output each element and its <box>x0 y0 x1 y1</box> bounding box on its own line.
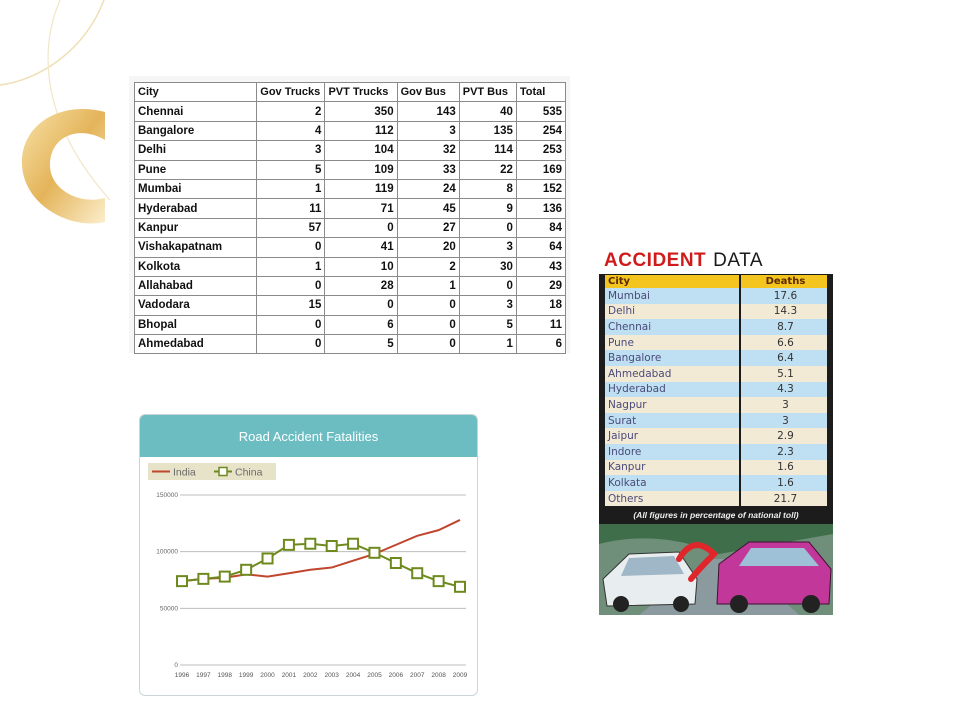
accident-deaths: 14.3 <box>741 304 827 320</box>
accident-row <box>605 428 827 444</box>
cell-gov-trucks: 57 <box>257 218 325 237</box>
y-tick-label: 150000 <box>156 492 178 499</box>
data-point-china <box>434 576 444 586</box>
data-point-china <box>391 558 401 568</box>
cell-gov-bus: 2 <box>397 257 459 276</box>
cell-gov-bus: 1 <box>397 276 459 295</box>
cell-pvt-bus: 135 <box>459 121 516 140</box>
accident-city: Indore <box>605 444 739 460</box>
cell-total: 152 <box>516 179 565 198</box>
cell-gov-bus: 0 <box>397 315 459 334</box>
table-header-row <box>135 83 566 102</box>
table-row <box>135 160 566 179</box>
cell-total: 64 <box>516 238 565 257</box>
cell-city: Pune <box>135 160 257 179</box>
accident-deaths: 4.3 <box>741 382 827 398</box>
accident-deaths: 21.7 <box>741 491 827 507</box>
y-tick-label: 100000 <box>156 548 178 556</box>
col-header-pvt-bus: PVT Bus <box>459 83 516 102</box>
cell-gov-trucks: 2 <box>257 102 325 121</box>
y-tick-label: 0 <box>174 662 178 669</box>
legend-marker <box>219 468 227 476</box>
table-row <box>135 296 566 315</box>
accident-header-row <box>605 275 827 288</box>
cell-total: 29 <box>516 276 565 295</box>
cell-pvt-trucks: 41 <box>325 238 397 257</box>
accident-city: Kanpur <box>605 460 739 476</box>
cell-pvt-bus: 30 <box>459 257 516 276</box>
table-row <box>135 257 566 276</box>
accident-deaths: 8.7 <box>741 319 827 335</box>
cell-pvt-bus: 3 <box>459 238 516 257</box>
x-tick-label: 2005 <box>367 672 382 679</box>
table-row <box>135 102 566 121</box>
cell-total: 6 <box>516 335 565 354</box>
accident-city: Nagpur <box>605 397 739 413</box>
accident-city: Hyderabad <box>605 382 739 398</box>
accident-deaths: 1.6 <box>741 475 827 491</box>
car-crash-illustration <box>599 524 833 615</box>
col-header-deaths: Deaths <box>741 275 827 288</box>
cell-pvt-bus: 0 <box>459 276 516 295</box>
accident-city: Kolkata <box>605 475 739 491</box>
cell-total: 254 <box>516 121 565 140</box>
data-point-china <box>220 572 230 582</box>
col-header-gov-bus: Gov Bus <box>397 83 459 102</box>
cell-city: Vadodara <box>135 296 257 315</box>
city-vehicle-table-panel <box>129 76 570 353</box>
accident-row <box>605 413 827 429</box>
cell-pvt-bus: 5 <box>459 315 516 334</box>
cell-total: 535 <box>516 102 565 121</box>
accident-title-bar <box>599 248 833 274</box>
accident-deaths: 6.4 <box>741 350 827 366</box>
cell-total: 18 <box>516 296 565 315</box>
accident-city: Pune <box>605 335 739 351</box>
accident-deaths-table <box>605 275 827 506</box>
cell-total: 11 <box>516 315 565 334</box>
accident-row <box>605 288 827 304</box>
accident-row <box>605 460 827 476</box>
table-row <box>135 218 566 237</box>
x-tick-label: 2004 <box>345 672 361 679</box>
accident-deaths: 17.6 <box>741 288 827 304</box>
accident-row <box>605 475 827 491</box>
cell-gov-bus: 32 <box>397 141 459 160</box>
cell-pvt-trucks: 0 <box>325 296 397 315</box>
col-header-gov-trucks: Gov Trucks <box>257 83 325 102</box>
cell-gov-bus: 24 <box>397 179 459 198</box>
cell-pvt-trucks: 104 <box>325 141 397 160</box>
cell-gov-bus: 3 <box>397 121 459 140</box>
accident-row <box>605 397 827 413</box>
x-tick-label: 2002 <box>303 672 318 679</box>
cell-gov-trucks: 0 <box>257 315 325 334</box>
accident-city: Jaipur <box>605 428 739 444</box>
cell-pvt-trucks: 350 <box>325 102 397 121</box>
accident-city: Others <box>605 491 739 507</box>
table-row <box>135 121 566 140</box>
cell-gov-trucks: 11 <box>257 199 325 218</box>
cell-pvt-bus: 1 <box>459 335 516 354</box>
data-point-china <box>369 548 379 558</box>
table-row <box>135 141 566 160</box>
accident-deaths: 3 <box>741 397 827 413</box>
cell-pvt-bus: 3 <box>459 296 516 315</box>
cell-city: Chennai <box>135 102 257 121</box>
x-tick-label: 2008 <box>431 672 446 679</box>
data-point-china <box>348 539 358 549</box>
data-point-china <box>327 541 337 551</box>
accident-row <box>605 382 827 398</box>
accident-city: Bangalore <box>605 350 739 366</box>
x-tick-label: 1998 <box>217 672 233 679</box>
cell-gov-bus: 33 <box>397 160 459 179</box>
cell-city: Kanpur <box>135 218 257 237</box>
x-tick-label: 1997 <box>196 672 211 679</box>
accident-deaths: 5.1 <box>741 366 827 382</box>
cell-gov-trucks: 0 <box>257 276 325 295</box>
accident-city: Surat <box>605 413 739 429</box>
accident-city: Delhi <box>605 304 739 320</box>
cell-total: 43 <box>516 257 565 276</box>
cell-city: Bangalore <box>135 121 257 140</box>
accident-city: Ahmedabad <box>605 366 739 382</box>
cell-pvt-bus: 8 <box>459 179 516 198</box>
fatalities-line-chart <box>140 457 478 696</box>
cell-gov-bus: 27 <box>397 218 459 237</box>
accident-deaths: 2.9 <box>741 428 827 444</box>
cell-total: 169 <box>516 160 565 179</box>
data-point-china <box>198 574 208 584</box>
cell-gov-trucks: 4 <box>257 121 325 140</box>
x-tick-label: 1996 <box>174 672 190 679</box>
cell-city: Bhopal <box>135 315 257 334</box>
accident-deaths: 3 <box>741 413 827 429</box>
cell-pvt-trucks: 0 <box>325 218 397 237</box>
cell-pvt-bus: 0 <box>459 218 516 237</box>
table-row <box>135 335 566 354</box>
cell-gov-bus: 0 <box>397 296 459 315</box>
cell-pvt-bus: 40 <box>459 102 516 121</box>
accident-deaths: 1.6 <box>741 460 827 476</box>
accident-row <box>605 366 827 382</box>
accident-data-card <box>599 248 833 615</box>
cell-pvt-trucks: 109 <box>325 160 397 179</box>
legend-label: India <box>173 466 196 479</box>
data-point-china <box>284 540 294 550</box>
col-header-city: City <box>605 275 739 288</box>
x-tick-label: 2009 <box>452 672 468 679</box>
cell-gov-trucks: 1 <box>257 179 325 198</box>
cell-city: Allahabad <box>135 276 257 295</box>
table-row <box>135 179 566 198</box>
x-tick-label: 2003 <box>324 672 339 679</box>
city-vehicle-table <box>134 82 566 354</box>
cell-pvt-bus: 114 <box>459 141 516 160</box>
cell-city: Mumbai <box>135 179 257 198</box>
cell-gov-bus: 0 <box>397 335 459 354</box>
data-title-word: DATA <box>713 250 764 271</box>
col-header-total: Total <box>516 83 565 102</box>
cell-total: 84 <box>516 218 565 237</box>
data-point-china <box>263 553 273 563</box>
cell-city: Kolkota <box>135 257 257 276</box>
x-tick-label: 2007 <box>409 672 425 679</box>
cell-city: Ahmedabad <box>135 335 257 354</box>
accident-deaths: 6.6 <box>741 335 827 351</box>
cell-pvt-trucks: 6 <box>325 315 397 334</box>
cell-total: 136 <box>516 199 565 218</box>
x-tick-label: 2006 <box>388 672 404 679</box>
table-row <box>135 276 566 295</box>
accident-row <box>605 491 827 507</box>
data-point-china <box>412 568 422 578</box>
cell-gov-trucks: 1 <box>257 257 325 276</box>
cell-pvt-trucks: 71 <box>325 199 397 218</box>
cell-gov-trucks: 0 <box>257 335 325 354</box>
table-row <box>135 238 566 257</box>
cell-gov-trucks: 5 <box>257 160 325 179</box>
x-tick-label: 1999 <box>238 672 254 679</box>
cell-gov-trucks: 15 <box>257 296 325 315</box>
accident-footnote: (All figures in percentage of national toll) <box>633 510 799 520</box>
cell-pvt-bus: 22 <box>459 160 516 179</box>
cell-city: Hyderabad <box>135 199 257 218</box>
accident-city: Mumbai <box>605 288 739 304</box>
cell-city: Vishakapatnam <box>135 238 257 257</box>
col-header-city: City <box>135 83 257 102</box>
cell-gov-bus: 143 <box>397 102 459 121</box>
cell-gov-trucks: 0 <box>257 238 325 257</box>
x-tick-label: 2001 <box>281 672 297 679</box>
accident-deaths: 2.3 <box>741 444 827 460</box>
cell-pvt-trucks: 112 <box>325 121 397 140</box>
cell-total: 253 <box>516 141 565 160</box>
cell-pvt-bus: 9 <box>459 199 516 218</box>
decorative-swirl <box>0 0 140 240</box>
table-row <box>135 199 566 218</box>
fatalities-chart-panel <box>139 414 478 696</box>
data-point-china <box>177 576 187 586</box>
cell-pvt-trucks: 5 <box>325 335 397 354</box>
cell-gov-bus: 45 <box>397 199 459 218</box>
chart-title: Road Accident Fatalities <box>140 415 477 457</box>
accident-row <box>605 304 827 320</box>
accident-row <box>605 335 827 351</box>
accident-row <box>605 444 827 460</box>
col-header-pvt-trucks: PVT Trucks <box>325 83 397 102</box>
y-tick-label: 50000 <box>159 605 178 613</box>
accident-title-word: ACCIDENT <box>604 250 707 271</box>
cell-pvt-trucks: 119 <box>325 179 397 198</box>
cell-gov-bus: 20 <box>397 238 459 257</box>
data-point-china <box>305 539 315 549</box>
accident-city: Chennai <box>605 319 739 335</box>
cell-gov-trucks: 3 <box>257 141 325 160</box>
accident-row <box>605 350 827 366</box>
accident-row <box>605 319 827 335</box>
table-row <box>135 315 566 334</box>
data-point-china <box>455 582 465 592</box>
cell-pvt-trucks: 10 <box>325 257 397 276</box>
data-point-china <box>241 565 251 575</box>
x-tick-label: 2000 <box>260 672 275 679</box>
cell-pvt-trucks: 28 <box>325 276 397 295</box>
legend-label: China <box>235 466 263 479</box>
cell-city: Delhi <box>135 141 257 160</box>
